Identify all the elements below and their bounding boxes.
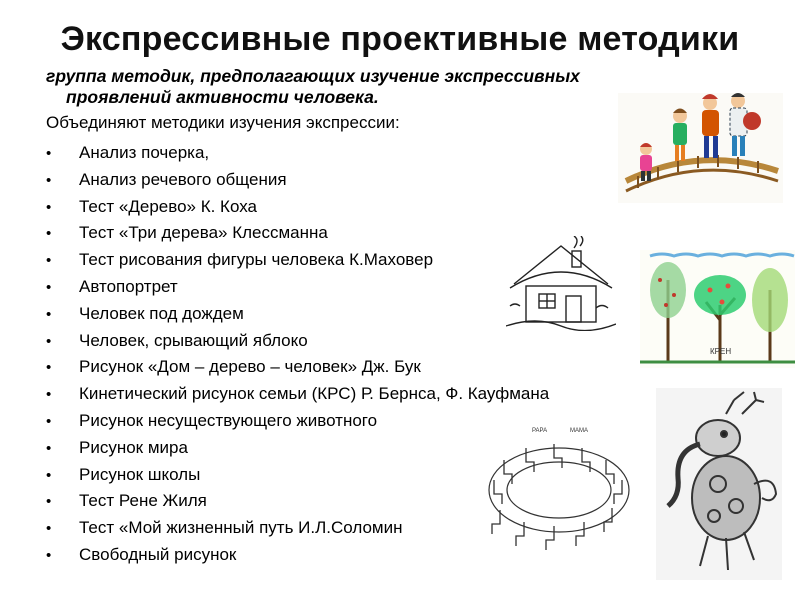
slide-subtitle [46,66,646,108]
list-item [46,354,549,381]
list-item-text: Тест Рене Жиля [79,491,207,511]
list-item [46,194,549,221]
list-item-text: Анализ почерка, [79,143,210,162]
subtitle-line-1: группа методик, предполагающих изучение экспрессивных [46,66,580,86]
subtitle-line-2: проявлений активности человека. [66,87,379,107]
list-item-text: Тест рисования фигуры человека К.Маховер [79,250,434,270]
list-item-text: Анализ речевого общения [79,169,287,189]
bullet: • [46,546,52,564]
list-item-text: Тест «Дерево» К. Коха [79,196,257,216]
slide-title: Экспрессивные проективные методики [60,20,740,58]
bullet: • [46,305,52,323]
bullet: • [46,439,52,457]
list-item [46,247,549,274]
bullet: • [46,386,52,404]
list-item-text: Тест «Мой жизненный путь И.Л.Соломин [79,518,403,538]
bullet: • [46,278,52,296]
list-item-text: Рисунок несуществующего животного [79,410,378,430]
bullet: • [46,225,52,243]
bullet: • [46,332,52,350]
nonexistent-animal-drawing [656,388,782,580]
trees-drawing [640,250,795,368]
bullet: • [46,466,52,484]
list-item-text: Рисунок «Дом – дерево – человек» Дж. Бук [79,357,421,377]
list-item-text: Тест «Три дерева» Клессманна [79,223,328,243]
bullet: • [46,412,52,430]
list-item-text: Автопортрет [79,276,178,296]
list-item-text: Человек под дождем [79,303,244,323]
list-item [46,167,549,194]
house-drawing [506,236,616,331]
bullet: • [46,145,52,162]
list-item-text: Человек, срывающий яблоко [79,330,308,350]
bullet: • [46,493,52,511]
circle-of-chairs-drawing [474,418,644,550]
list-item-text: Рисунок мира [79,437,188,457]
list-item [46,220,549,247]
list-item-text: Рисунок школы [79,464,201,484]
list-item-text: Кинетический рисунок семьи (КРС) Р. Бернса, Ф. Кауфмана [79,384,550,404]
list-item [46,140,549,167]
circle-label-papa: PAPA [532,428,548,434]
list-item-text: Свободный рисунок [79,544,237,564]
family-bridge-illustration [618,93,783,203]
bullet: • [46,171,52,189]
list-item [46,274,549,301]
bullet: • [46,359,52,377]
tree-drawing-caption: КРЕН [710,347,732,356]
list-item [46,301,549,328]
circle-label-mama: MAMA [570,428,588,434]
list-item [46,381,549,408]
list-item [46,328,549,355]
bullet: • [46,520,52,538]
bullet: • [46,252,52,270]
intro-text: Объединяют методики изучения экспрессии: [46,113,400,132]
bullet: • [46,198,52,216]
